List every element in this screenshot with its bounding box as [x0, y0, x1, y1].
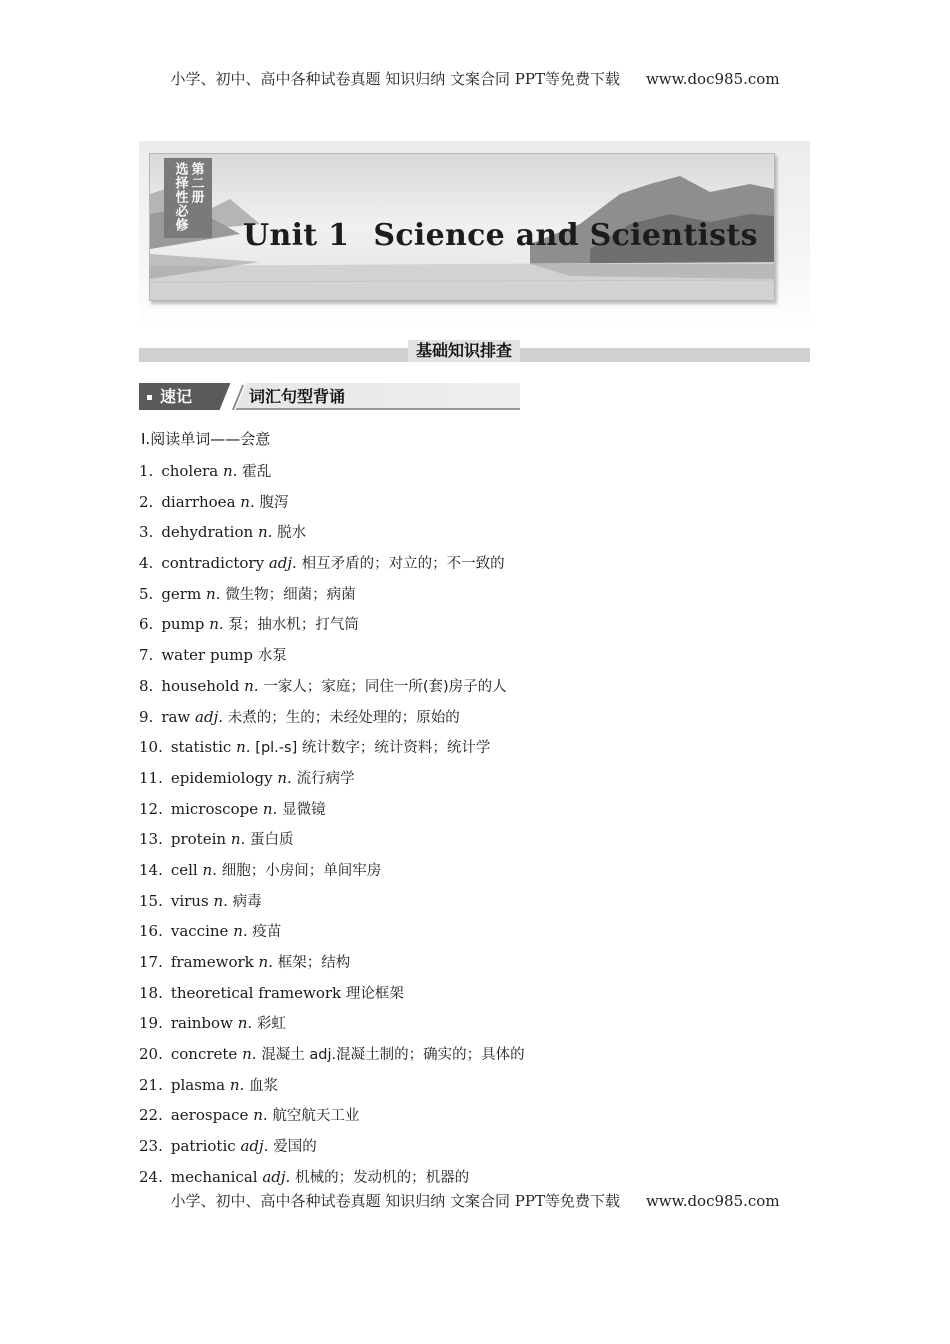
vocab-meaning: 细胞；小房间；单间牢房 — [221, 862, 382, 879]
vocab-number: 7. — [139, 646, 154, 665]
vocab-number: 16. — [139, 922, 163, 941]
vocab-word: household — [161, 676, 240, 695]
vocab-number: 1. — [139, 462, 154, 480]
vocab-number: 15. — [139, 891, 163, 910]
vocab-part-of-speech: n. — [205, 584, 221, 603]
vocab-part-of-speech: n. — [209, 615, 224, 634]
vocab-number: 23. — [139, 1137, 163, 1156]
vocab-word: aerospace — [170, 1106, 249, 1125]
vocab-item — [139, 1131, 525, 1162]
vocab-part-of-speech: n. — [222, 462, 238, 480]
vocab-word: pump — [161, 615, 205, 634]
section-title: 基础知识排查 — [408, 340, 520, 362]
vocab-part-of-speech: n. — [233, 922, 248, 941]
vocab-part-of-speech: n. — [240, 492, 255, 511]
vocab-part-of-speech: n. — [229, 1075, 245, 1094]
vocab-word: water pump — [161, 646, 254, 665]
vocab-word: microscope — [170, 799, 259, 818]
vocab-meaning: 未煮的；生的；未经处理的；原始的 — [227, 709, 460, 726]
vocab-number: 9. — [139, 707, 154, 726]
vocab-part-of-speech: adj. — [262, 1167, 291, 1186]
vocab-item — [139, 855, 525, 886]
vocab-meaning: 一家人；家庭；同住一所(套)房子的人 — [263, 678, 507, 695]
vocab-item — [139, 1100, 525, 1131]
vocab-item — [139, 579, 525, 610]
vocab-item — [139, 702, 525, 733]
page-footer-text: 小学、初中、高中各种试卷真题 知识归纳 文案合同 PPT等免费下载 — [170, 1192, 620, 1210]
vocab-part-of-speech: n. — [244, 676, 259, 695]
vocab-part-of-speech: n. — [213, 891, 228, 910]
vocab-word: mechanical — [170, 1167, 258, 1186]
vocab-item — [139, 1070, 525, 1101]
vocab-number: 4. — [139, 554, 154, 573]
vocab-item — [139, 640, 525, 671]
vocab-meaning: 彩虹 — [256, 1016, 286, 1033]
vocab-word: vaccine — [170, 922, 229, 941]
page-header-site[interactable]: www.doc985.com — [645, 70, 780, 88]
vocab-part-of-speech: adj. — [240, 1137, 269, 1156]
vocab-number: 24. — [139, 1167, 163, 1186]
vocab-part-of-speech: n. — [262, 799, 278, 818]
vocab-part-of-speech: adj. — [195, 707, 224, 726]
vocab-part-of-speech: n. — [277, 768, 292, 787]
vocab-meaning: 理论框架 — [345, 985, 404, 1002]
part1-heading: Ⅰ.阅读单词——会意 — [141, 430, 271, 448]
vocab-number: 22. — [139, 1106, 163, 1125]
vocab-meaning: 流行病学 — [296, 770, 355, 787]
vocab-word: virus — [170, 891, 209, 910]
vocab-item — [139, 517, 525, 548]
tab-title: 词汇句型背诵 — [249, 387, 346, 406]
vocab-word: epidemiology — [170, 768, 273, 787]
vocab-number: 3. — [139, 523, 154, 542]
vocab-number: 21. — [139, 1075, 163, 1094]
vocab-item — [139, 1008, 525, 1039]
vocab-number: 6. — [139, 615, 154, 634]
vocab-list — [139, 456, 525, 1193]
unit-banner — [139, 141, 810, 331]
vocab-word: diarrhoea — [161, 492, 236, 511]
unit-label: Unit 1 — [243, 218, 350, 253]
vocab-item — [139, 824, 525, 855]
vocab-meaning: 混凝土 adj.混凝土制的；确实的；具体的 — [261, 1047, 525, 1064]
vocab-number: 14. — [139, 860, 163, 879]
vocab-number: 11. — [139, 768, 163, 787]
vocab-meaning: 微生物；细菌；病菌 — [225, 586, 356, 603]
vocab-meaning: 蛋白质 — [250, 832, 294, 849]
vocab-item — [139, 1039, 525, 1070]
vocab-number: 8. — [139, 676, 154, 695]
vocab-meaning: 腹泻 — [259, 494, 289, 511]
vocab-number: 10. — [139, 738, 163, 757]
vocab-meaning: 病毒 — [232, 893, 262, 910]
vocab-part-of-speech: n. — [242, 1045, 257, 1064]
page-footer-site[interactable]: www.doc985.com — [645, 1192, 780, 1210]
vocab-meaning: 航空航天工业 — [272, 1108, 360, 1125]
vocab-word: protein — [170, 830, 227, 849]
vocab-item — [139, 548, 525, 579]
vocab-meaning: 显微镜 — [282, 801, 326, 818]
page-footer — [0, 1190, 950, 1211]
vocab-word: rainbow — [170, 1014, 233, 1033]
vocab-number: 20. — [139, 1045, 163, 1064]
vocab-meaning: 水泵 — [257, 648, 287, 665]
vocab-item — [139, 609, 525, 640]
vocab-word: concrete — [170, 1045, 238, 1064]
vocab-word: theoretical framework — [170, 983, 342, 1002]
vocab-item — [139, 763, 525, 794]
vocab-meaning: 爱国的 — [273, 1139, 317, 1156]
tab-label: 速记 — [160, 387, 193, 406]
vocab-word: statistic — [170, 738, 232, 757]
vocab-meaning: 霍乱 — [242, 464, 272, 480]
vocab-item — [139, 1162, 525, 1193]
vocab-word: cholera — [161, 462, 219, 480]
page-header — [0, 68, 950, 89]
vocab-word: framework — [170, 953, 254, 971]
vocab-number: 5. — [139, 584, 154, 603]
vocab-word: dehydration — [161, 523, 254, 542]
vocab-number: 19. — [139, 1014, 163, 1033]
landscape-image — [149, 153, 775, 301]
vocab-part-of-speech: adj. — [268, 554, 297, 573]
vocab-item — [139, 947, 525, 978]
vocab-word: cell — [170, 860, 198, 879]
vocab-meaning: 疫苗 — [252, 924, 282, 941]
vocab-item — [139, 456, 525, 487]
vocab-number: 17. — [139, 953, 163, 971]
tab-label-block — [139, 383, 231, 410]
vocab-meaning: 框架；结构 — [277, 955, 351, 971]
vocab-tab-header — [139, 383, 520, 410]
vocab-word: germ — [161, 584, 202, 603]
vocab-meaning: 脱水 — [277, 525, 307, 542]
vocab-item — [139, 487, 525, 518]
vocab-number: 2. — [139, 492, 154, 511]
vocab-meaning: 机械的；发动机的；机器的 — [295, 1169, 470, 1186]
vocab-meaning: 血浆 — [249, 1077, 279, 1094]
vocab-part-of-speech: n. — [202, 860, 217, 879]
square-bullet-icon — [147, 395, 152, 400]
vocab-part-of-speech: n. — [253, 1106, 268, 1125]
vocab-number: 13. — [139, 830, 163, 849]
vocab-item — [139, 794, 525, 825]
vocab-item — [139, 916, 525, 947]
unit-name: Science and Scientists — [373, 218, 758, 253]
vocab-number: 12. — [139, 799, 163, 818]
vocab-part-of-speech: n. — [236, 738, 251, 757]
vocab-item — [139, 886, 525, 917]
vocab-meaning: 相互矛盾的；对立的；不一致的 — [301, 556, 505, 573]
vocab-item — [139, 978, 525, 1009]
vocab-part-of-speech: n. — [230, 830, 246, 849]
book-volume-tag — [164, 158, 212, 238]
vocab-part-of-speech: n. — [257, 523, 273, 542]
vocab-word: plasma — [170, 1075, 226, 1094]
vocab-meaning: [pl.-s] 统计数字；统计资料；统计学 — [255, 740, 491, 757]
page-header-text: 小学、初中、高中各种试卷真题 知识归纳 文案合同 PPT等免费下载 — [170, 70, 620, 88]
vocab-word: raw — [161, 707, 191, 726]
vocab-number: 18. — [139, 983, 163, 1002]
vocab-meaning: 泵；抽水机；打气筒 — [228, 617, 359, 634]
volume-tag-col-1: 第二册 — [188, 162, 204, 204]
vocab-word: contradictory — [161, 554, 265, 573]
vocab-part-of-speech: n. — [237, 1014, 253, 1033]
vocab-part-of-speech: n. — [258, 953, 273, 971]
vocab-item — [139, 671, 525, 702]
unit-title — [243, 218, 758, 253]
vocab-word: patriotic — [170, 1137, 236, 1156]
vocab-item — [139, 732, 525, 763]
volume-tag-col-2: 选择性必修 — [172, 162, 188, 232]
